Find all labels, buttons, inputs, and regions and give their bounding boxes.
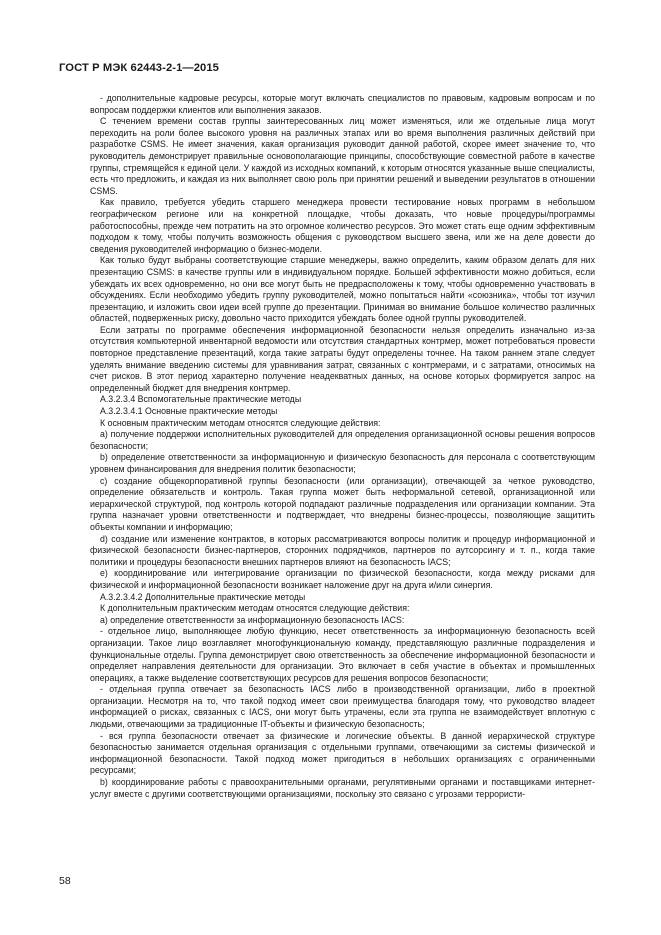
list-item: a) получение поддержки исполнительных руководителей для определения организационной основы решения вопросов безопасности; <box>90 429 595 451</box>
paragraph: К дополнительным практическим методам относятся следующие действия: <box>100 603 410 614</box>
paragraph: К основным практическим методам относятся следующие действия: <box>100 417 381 428</box>
list-item: b) координирование работы с правоохранительными органами, регулятивными органами и поставщиками интернет-услуг вместе с другими соответствующими организациями, поскольку это связано с угрозами террористи- <box>90 777 595 799</box>
list-item: - отдельное лицо, выполняющее любую функцию, несет ответственность за информационную безопасность всей организации. Такое лицо возглавляет многофункциональную команду, представляющую различные подразделения и функциональные отделы. Группа демонстрирует свою ответственность за обеспечение информационной безопасности и определяет направления деятельности для организации. Это включает в себя участие в объектах и промышленных операциях, а также выделение соответствующих ресурсов для решения вопросов безопасности; <box>90 626 595 683</box>
section-heading: А.3.2.3.4.1 Основные практические методы <box>100 406 278 417</box>
list-item: e) координирование или интегрирование организации по физической безопасности, когда между рисками для физической и информационной безопасности возникает наложение друг на друга и/или синергия. <box>90 568 595 590</box>
paragraph: С течением времени состав группы заинтересованных лиц может изменяться, или же отдельные лица могут переходить на роли более высокого уровня на различных этапах или во время выполнения различных действий при разработке CSMS. Не имеет значения, какая организация руководит данной работой, скорее имеет значение то, что руководитель демонстрирует правильные основополагающие принципы, способствующие совместной работе в качестве группы, стремящейся к единой цели. У каждой из исходных компаний, к которым относятся указанные выше специалисты, есть что предложить, и каждая из них выполняет свою роль при принятии решений и выведении результатов в отношении CSMS. <box>90 116 595 196</box>
document-body <box>90 93 595 800</box>
list-item: - вся группа безопасности отвечает за физические и логические объекты. В данной иерархической структуре безопасностью занимается отдельная организация с отдельными группами, отвечающими за системы физической и информационной безопасности. Такой подход может пригодиться в небольших организациях с ограниченными ресурсами; <box>90 730 595 776</box>
list-item: - отдельная группа отвечает за безопасность IACS либо в производственной организации, либо в проектной организации. Несмотря на то, что такой подход имеет свои преимущества благодаря тому, что руководство владеет информацией о рисках, связанных с IACS, они могут быть утрачены, если эта группа не взаимодействует вплотную с людьми, отвечающими за традиционные IT-объекты и физическую безопасность; <box>90 684 595 730</box>
page-number: 58 <box>59 875 71 887</box>
paragraph: - дополнительные кадровые ресурсы, которые могут включать специалистов по правовым, кадровым вопросам и по вопросам поддержки клиентов или выполнения заказов. <box>90 93 595 115</box>
paragraph: Если затраты по программе обеспечения информационной безопасности нельзя определить изначально из-за отсутствия компьютерной инвентарной ведомости или отсутствия стандартных контрмер, может потребоваться провести повторное представление презентаций, когда такие затраты будут определены точнее. На таком раннем этапе следует уделять внимание введению системы для уравнивания затрат, связанных с контрмерами, и с затратами, относимых на счет рисков. В этот период характерно получение неадекватных данных, на основе которых формируется запрос на определенный бюджет для внедрения контрмер. <box>90 324 595 393</box>
list-item: а) определение ответственности за информационную безопасность IACS: <box>100 614 405 625</box>
list-item: d) создание или изменение контрактов, в которых рассматриваются вопросы политик и процедур информационной и физической безопасности бизнес-партнеров, сторонних подрядчиков, партнеров по аутсорсингу и т. п., когда такие политики и процедуры безопасности внешних партнеров влияют на безопасность IACS; <box>90 533 595 567</box>
document-header: ГОСТ Р МЭК 62443-2-1—2015 <box>59 62 220 74</box>
section-heading: А.3.2.3.4 Вспомогательные практические методы <box>100 394 302 405</box>
list-item: b) определение ответственности за информационную и физическую безопасность для персонала с соответствующим уровнем финансирования для внедрения политик безопасности; <box>90 452 595 474</box>
paragraph: Как только будут выбраны соответствующие старшие менеджеры, важно определить, каким образом делать для них презентацию CSMS: в качестве группы или в индивидуальном порядке. Большей эффективности можно добиться, если убеждать их всех одновременно, но они все могут быть не предрасположены к тому, чтобы одновременно участвовать в обсуждениях. Если необходимо убедить группу руководителей, можно попытаться найти «союзника», чтобы тот изучил презентацию, и изложить свои идеи всей группе до презентации. Принимая во внимание большое количество различных областей, подверженных риску, довольно часто приходится убеждать более одной группы руководителей. <box>90 255 595 324</box>
paragraph: Как правило, требуется убедить старшего менеджера провести тестирование новых программ в небольшом географическом регионе или на конкретной площадке, чтобы доказать, что новые процедуры/программы работоспособны, прежде чем потратить на это огромное количество ресурсов. Это может стать еще одним эффективным подходом к тому, чтобы получить возможность общения с руководством высшего звена, или же на деле довести до сведения руководителей информацию о бизнес-модели. <box>90 197 595 254</box>
list-item: c) создание общекорпоративной группы безопасности (или организации), отвечающей за четкое руководство, определение обязательств и контроль. Такая группа может быть неформальной сетевой, организационной или иерархической структурой, под контроль которой подпадают различные подразделения или организации компании. Эта группа назначает уровни ответственности и подтверждает, что внедрены бизнес-процессы, позволяющие защитить объекты компании и информацию; <box>90 475 595 532</box>
section-heading: А.3.2.3.4.2 Дополнительные практические методы <box>100 591 306 602</box>
